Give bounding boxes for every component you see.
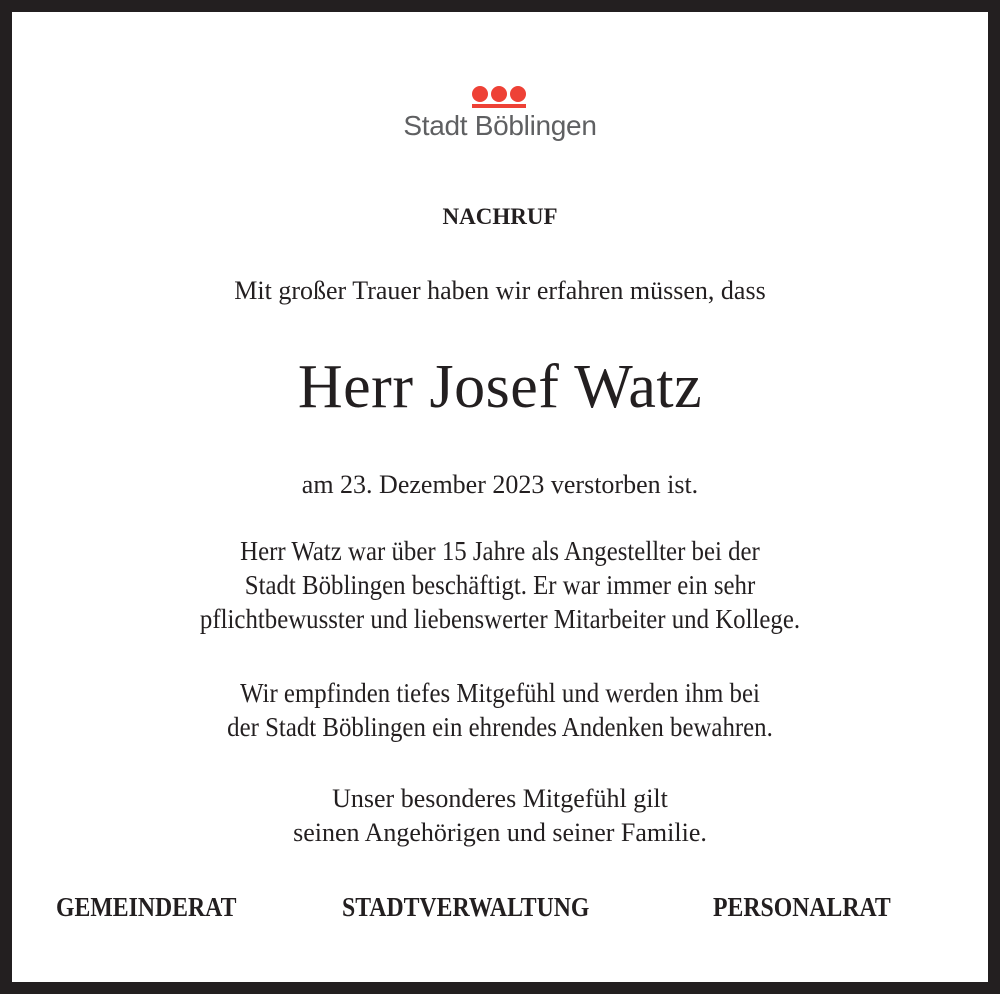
intro-line: Mit großer Trauer haben wir erfahren müssen, dass <box>234 276 766 305</box>
logo-text: Stadt Böblingen <box>403 110 597 141</box>
notice-heading: NACHRUF <box>442 204 558 229</box>
logo-bar-icon <box>472 104 526 108</box>
paragraph-family <box>12 782 988 850</box>
logo-dot-icon <box>491 86 507 102</box>
paragraph-line: pflichtbewusster und liebenswerter Mitarbeiter und Kollege. <box>199 604 801 634</box>
paragraph-line: Herr Watz war über 15 Jahre als Angestellter bei der <box>240 536 760 566</box>
paragraph-line: seinen Angehörigen und seiner Familie. <box>293 818 707 847</box>
logo-dot-icon <box>472 86 488 102</box>
signature-gemeinderat: GEMEINDERAT <box>56 892 237 922</box>
paragraph-line: Wir empfinden tiefes Mitgefühl und werden ihm bei <box>240 678 760 708</box>
logo-dot-icon <box>510 86 526 102</box>
logo-dots-icon <box>472 86 526 102</box>
paragraph-line: der Stadt Böblingen ein ehrendes Andenken bewahren. <box>227 712 773 742</box>
signatures <box>12 892 988 928</box>
signature-stadtverwaltung: STADTVERWALTUNG <box>342 892 590 922</box>
paragraph-line: Stadt Böblingen beschäftigt. Er war immer ein sehr <box>244 570 756 600</box>
signature-personalrat: PERSONALRAT <box>713 892 891 922</box>
date-line: am 23. Dezember 2023 verstorben ist. <box>301 470 699 499</box>
paragraph-employment <box>51 534 949 636</box>
obituary-notice <box>12 12 988 982</box>
paragraph-line: Unser besonderes Mitgefühl gilt <box>332 784 668 813</box>
deceased-name: Herr Josef Watz <box>297 353 703 421</box>
paragraph-condolence <box>51 676 949 744</box>
